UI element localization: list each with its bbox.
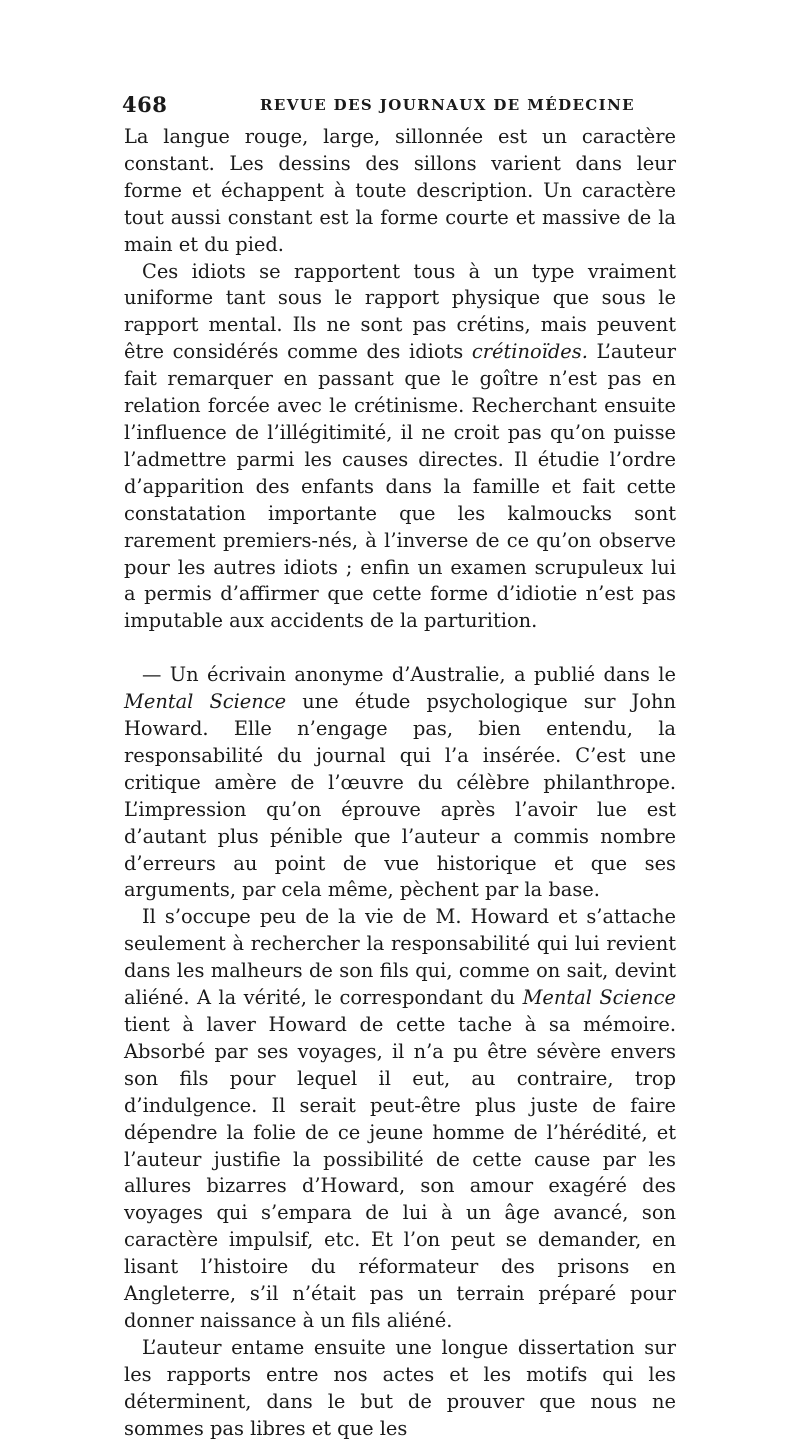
journal-title: Mental Science — [124, 690, 287, 714]
text-segment: Ces idiots se rapportent tous à un type vraiment uniforme tant sous le rapport physique que sous le rapport mental. Ils ne sont pas crétins, mais peuvent être considérés comme des idiots — [124, 259, 676, 364]
text-segment: une étude psychologique sur John Howard. Elle n’engage pas, bien entendu, la responsabilité du journal qui l’a insérée. C’est une critique amère de l’œuvre du célèbre philanthrope. L’impression qu’on éprouve après l’avoir lue est d’autant plus pénible que l’auteur a commis nombre d’erreurs au point de vue historique et que ses arguments, par cela même, pèchent par la base. — [124, 690, 676, 902]
text-segment: L’auteur fait remarquer en passant que le goître n’est pas en relation forcée avec le crétinisme. Recherchant ensuite l’influence de l’illégitimité, il ne croit pas qu’on puisse l’admettre parmi les causes directes. Il étudie l’ordre d’apparition des enfants dans la famille et fait cette constatation importante que les kalmoucks sont rarement premiers-nés, à l’inverse de ce qu’on observe pour les autres idiots ; enfin un examen scrupuleux lui a permis d’affirmer que cette forme d’idiotie n’est pas imputable aux accidents de la parturition. — [124, 340, 676, 633]
journal-title: Mental Science — [522, 986, 677, 1010]
paragraph-australian-writer — [124, 662, 676, 904]
paragraph-dissertation — [124, 1335, 676, 1443]
paragraph-idiots-type — [124, 259, 676, 636]
text-segment: Il s’occupe peu de la vie de M. Howard et s’attache seulement à rechercher la responsabilité qui lui revient dans les malheurs de son fils qui, comme on sait, devint aliéné. A la vérité, le correspondant du — [124, 905, 676, 1010]
text-segment: La langue rouge, large, sillonnée est un caractère constant. Les dessins des sillons varient dans leur forme et échappent à toute description. Un caractère tout aussi constant est la forme courte et massive de la main et du pied. — [124, 125, 676, 256]
running-head: REVUE DES JOURNAUX DE MÉDECINE — [260, 96, 636, 114]
paragraph-howard-son — [124, 904, 676, 1335]
page-header — [122, 92, 682, 122]
italic-term: crétinoïdes. — [471, 340, 588, 364]
paragraph-tongue-description — [124, 124, 676, 259]
text-segment: tient à laver Howard de cette tache à sa mémoire. Absorbé par ses voyages, il n’a pu être sévère envers son fils pour lequel il eut, au contraire, trop d’indulgence. Il serait peut-être plus juste de faire dépendre la folie de ce jeune homme de l’hérédité, et l’auteur justifie la possibilité de cette cause par les allures bizarres d’Howard, son amour exagéré des voyages qui s’empara de lui à un âge avancé, son caractère impulsif, etc. Et l’on peut se demander, en lisant l’histoire du réformateur des prisons en Angleterre, s’il n’était pas un terrain préparé pour donner naissance à un fils aliéné. — [124, 1013, 676, 1332]
text-segment: — Un écrivain anonyme d’Australie, a publié dans le — [142, 663, 676, 687]
body-text — [124, 124, 676, 1443]
text-segment: L’auteur entame ensuite une longue dissertation sur les rapports entre nos actes et les motifs qui les déterminent, dans le but de prouver que nous ne sommes pas libres et que les — [124, 1335, 676, 1440]
page-number: 468 — [122, 92, 168, 117]
